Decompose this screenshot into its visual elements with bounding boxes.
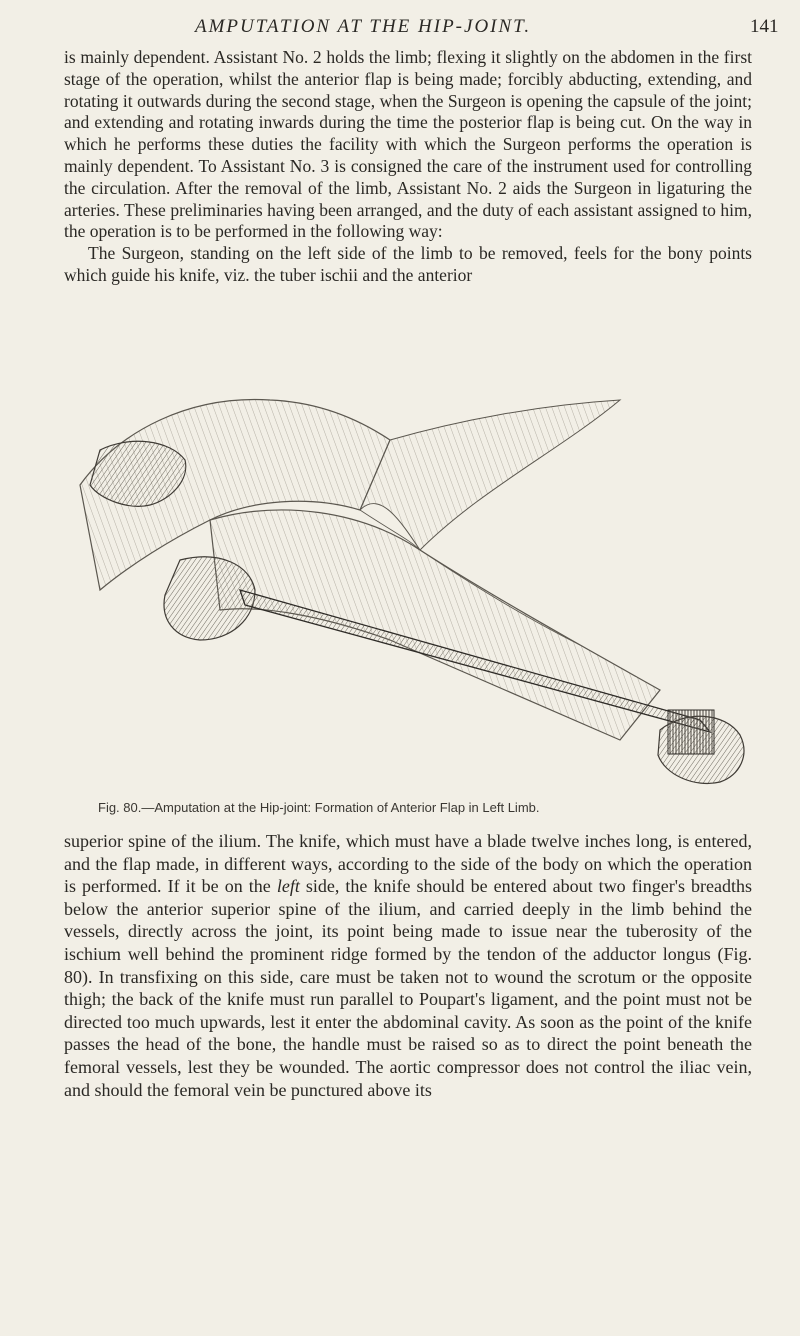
top-text-block <box>64 47 752 287</box>
paragraph-bottom-italic: left <box>276 876 300 897</box>
surgeon-hand <box>164 557 255 640</box>
page-number: 141 <box>750 16 779 37</box>
paragraph-top: is mainly dependent. Assistant No. 2 holds the limb; flexing it slightly on the abdomen in the first stage of the operation, whilst the anterior flap is being made; forcibly abducting, extending, and rotating it outwards during the second stage, when the Surgeon is opening the capsule of the joint; and extending and rotating inwards during the time the posterior flap is being cut. On the way in which he performs these duties the facility with which the Surgeon performs the operation is mainly dependent. To Assistant No. 3 is consigned the care of the instrument used for controlling the circulation. After the removal of the limb, Assistant No. 2 aids the Surgeon in ligaturing the arteries. These preliminaries having been arranged, and the duty of each assistant assigned to him, the operation is to be performed in the following way: <box>64 47 752 242</box>
paragraph-top-continuation: The Surgeon, standing on the left side of the limb to be removed, feels for the bony points which guide his knife, viz. the tuber ischii and the anterior <box>64 243 752 285</box>
upper-thigh-shape <box>360 400 620 550</box>
running-title: AMPUTATION AT THE HIP-JOINT. <box>195 16 532 37</box>
amputation-illustration <box>60 390 760 790</box>
paragraph-bottom-part1: superior spine of the ilium. The knife, which must have a blade twelve inches long, is entered, and the flap made, in different ways, according to the side of the body on which the operation is performed. If it be on the <box>64 831 752 897</box>
bottom-text-block <box>64 830 752 1101</box>
knife-handle <box>668 710 714 754</box>
figure-caption: Fig. 80.—Amputation at the Hip-joint: Formation of Anterior Flap in Left Limb. <box>98 800 540 815</box>
thigh-shape <box>210 510 660 740</box>
paragraph-bottom-part2: side, the knife should be entered about two finger's breadths below the anterior superior spine of the ilium, and carried deeply in the limb behind the vessels, directly across the joint, its point being made to issue near the tuberosity of the ischium well behind the prominent ridge formed by the tendon of the adductor longus (Fig. 80). In transfixing on this side, care must be taken not to wound the scrotum or the opposite thigh; the back of the knife must run parallel to Poupart's ligament, and the point must not be directed too much upwards, lest it enter the abdominal cavity. As soon as the point of the knife passes the head of the bone, the handle must be raised so as to direct the point beneath the femoral vessels, lest they be wounded. The aortic compressor does not control the iliac vein, and should the femoral vein be punctured above its <box>64 876 753 1100</box>
